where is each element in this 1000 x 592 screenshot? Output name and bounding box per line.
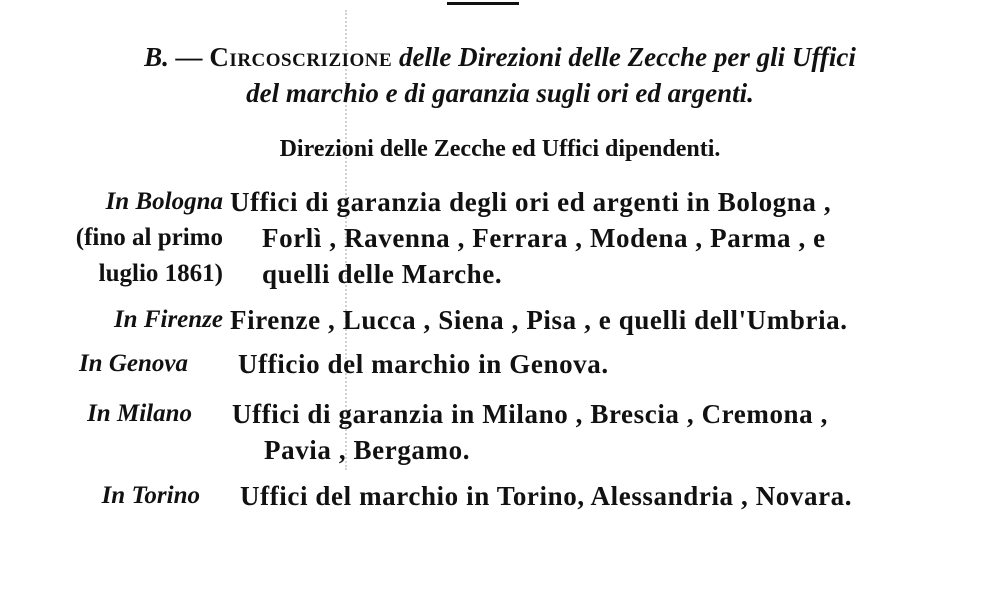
office-name: In Milano xyxy=(87,400,192,427)
office-name: In Firenze xyxy=(113,306,223,333)
office-label-torino xyxy=(0,478,200,514)
office-line: Forlì , Ravenna , Ferrara , Modena , Parma , e xyxy=(262,223,826,253)
office-line: Uffici di garanzia in Milano , Brescia , Cremona , xyxy=(232,399,828,429)
section-title-smallcaps: Circoscrizione xyxy=(209,42,393,72)
office-text-milano xyxy=(232,396,828,468)
office-line: Pavia , Bergamo. xyxy=(264,435,471,465)
office-text-genova xyxy=(238,346,609,382)
office-line: Ufficio del marchio in Genova. xyxy=(238,349,609,379)
office-name: In Bologna xyxy=(105,188,223,215)
office-line: Uffici del marchio in Torino, Alessandria , Novara. xyxy=(240,481,853,511)
section-letter: B. — xyxy=(144,42,203,72)
office-line: Firenze , Lucca , Siena , Pisa , e quelli dell'Umbria. xyxy=(230,305,848,335)
office-label-firenze xyxy=(3,302,223,338)
office-label-bologna xyxy=(3,184,223,292)
top-rule xyxy=(447,2,519,5)
section-title-rest: delle Direzioni delle Zecche per gli Uffici xyxy=(398,42,856,72)
office-label-milano xyxy=(0,396,192,432)
office-text-torino xyxy=(240,478,852,514)
office-line: quelli delle Marche. xyxy=(262,259,503,289)
office-text-bologna xyxy=(230,184,831,292)
section-heading-line-1 xyxy=(0,44,1000,71)
office-label-genova xyxy=(0,346,188,382)
section-heading-line-2: del marchio e di garanzia sugli ori ed argenti. xyxy=(246,78,754,108)
office-text-firenze xyxy=(230,302,848,338)
office-note: (fino al primo xyxy=(75,224,223,251)
office-line: Uffici di garanzia degli ori ed argenti in Bologna , xyxy=(230,187,832,217)
office-name: In Genova xyxy=(78,350,188,377)
office-name: In Torino xyxy=(101,482,200,509)
table-subheading: Direzioni delle Zecche ed Uffici dipendenti. xyxy=(279,136,721,162)
office-note: luglio 1861) xyxy=(98,260,223,287)
